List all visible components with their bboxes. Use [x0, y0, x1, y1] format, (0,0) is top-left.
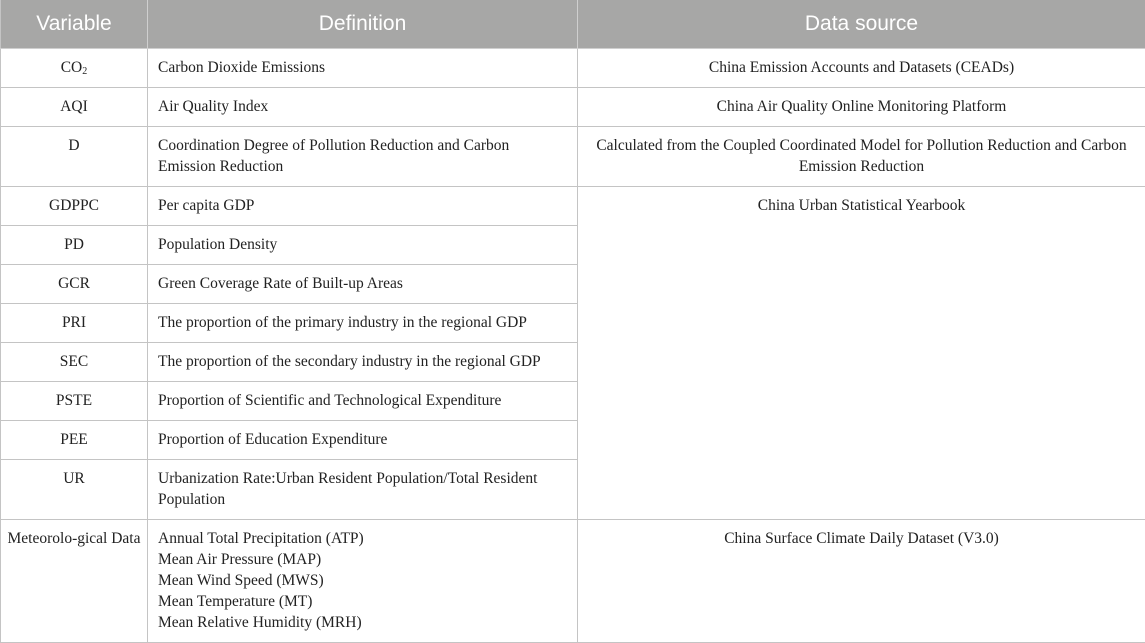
- definition-cell: Green Coverage Rate of Built-up Areas: [148, 265, 578, 304]
- definition-line: Mean Temperature (MT): [158, 591, 567, 612]
- variable-cell: GDPPC: [1, 187, 148, 226]
- variable-cell: PEE: [1, 421, 148, 460]
- variable-cell: PD: [1, 226, 148, 265]
- variable-cell: PSTE: [1, 382, 148, 421]
- source-cell: China Urban Statistical Yearbook: [578, 187, 1145, 520]
- definition-line: Mean Wind Speed (MWS): [158, 570, 567, 591]
- definition-cell: Population Density: [148, 226, 578, 265]
- header-variable: Variable: [1, 0, 148, 49]
- variable-co2: CO: [61, 59, 83, 76]
- table-row: [1, 520, 1145, 643]
- variable-cell: Meteorolo-gical Data: [1, 520, 148, 643]
- definition-cell: Coordination Degree of Pollution Reduction and Carbon Emission Reduction: [148, 127, 578, 187]
- definition-cell: Urbanization Rate:Urban Resident Population/Total Resident Population: [148, 460, 578, 520]
- table-row: [1, 187, 1145, 226]
- variable-cell: AQI: [1, 88, 148, 127]
- source-cell: Calculated from the Coupled Coordinated Model for Pollution Reduction and Carbon Emission Reduction: [578, 127, 1145, 187]
- variable-subscript: 2: [82, 66, 87, 77]
- table-row: [1, 88, 1145, 127]
- variable-cell: SEC: [1, 343, 148, 382]
- source-cell: China Air Quality Online Monitoring Platform: [578, 88, 1145, 127]
- definition-line: Mean Air Pressure (MAP): [158, 549, 567, 570]
- variable-cell: GCR: [1, 265, 148, 304]
- table-header: [1, 0, 1145, 49]
- table-body: [1, 49, 1145, 643]
- header-data-source: Data source: [578, 0, 1145, 49]
- definition-cell: Proportion of Education Expenditure: [148, 421, 578, 460]
- definition-cell: Carbon Dioxide Emissions: [148, 49, 578, 88]
- header-definition: Definition: [148, 0, 578, 49]
- definition-cell: The proportion of the secondary industry in the regional GDP: [148, 343, 578, 382]
- definition-cell: Per capita GDP: [148, 187, 578, 226]
- definition-cell: [148, 520, 578, 643]
- definition-line: Mean Relative Humidity (MRH): [158, 612, 567, 633]
- table-row: [1, 127, 1145, 187]
- variable-cell: UR: [1, 460, 148, 520]
- definition-cell: The proportion of the primary industry in the regional GDP: [148, 304, 578, 343]
- table-row: [1, 49, 1145, 88]
- source-cell: China Emission Accounts and Datasets (CEADs): [578, 49, 1145, 88]
- definition-cell: Air Quality Index: [148, 88, 578, 127]
- variable-cell: D: [1, 127, 148, 187]
- definition-line: Annual Total Precipitation (ATP): [158, 528, 567, 549]
- variable-cell: [1, 49, 148, 88]
- variable-cell: PRI: [1, 304, 148, 343]
- definition-cell: Proportion of Scientific and Technological Expenditure: [148, 382, 578, 421]
- source-cell: China Surface Climate Daily Dataset (V3.0): [578, 520, 1145, 643]
